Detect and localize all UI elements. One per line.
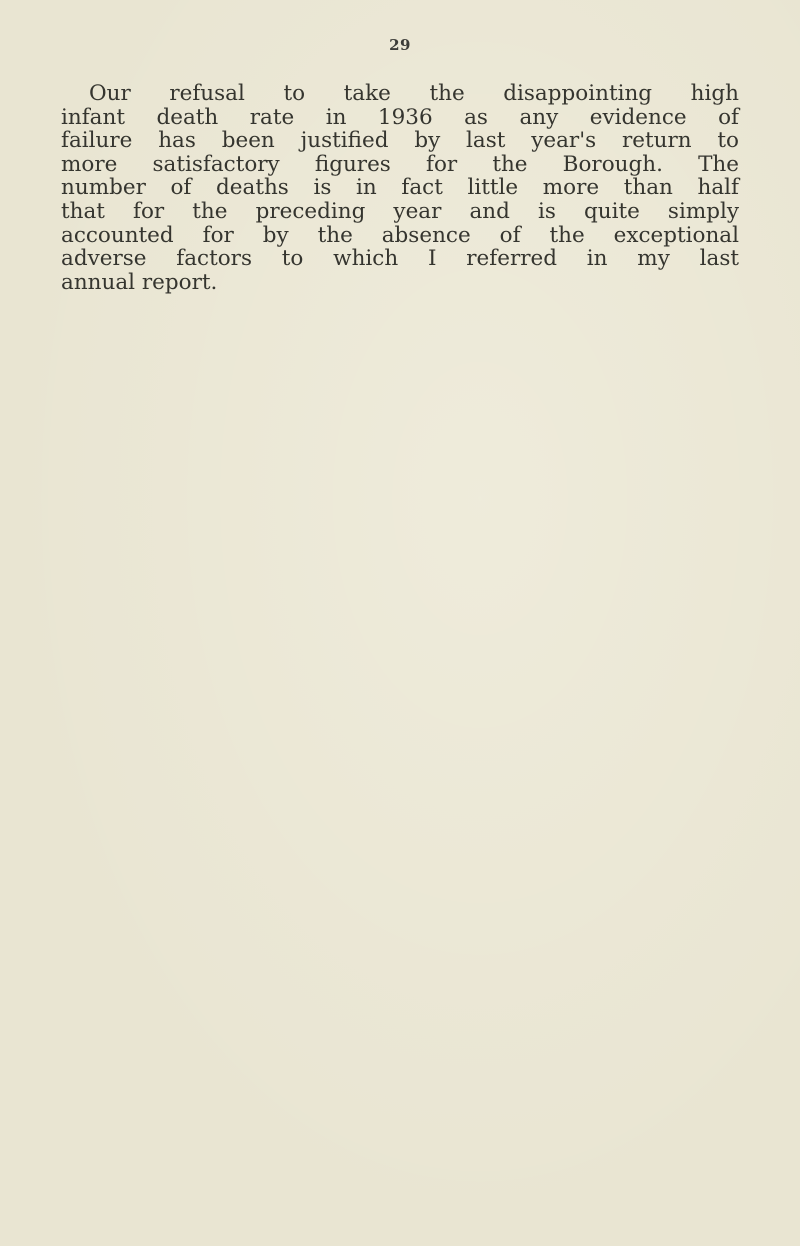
page-number: 29 bbox=[389, 36, 411, 54]
body-paragraph bbox=[61, 82, 739, 294]
paragraph-line: annual report. bbox=[61, 269, 218, 295]
paragraph-line: Our refusal to take the disappointing high bbox=[89, 81, 739, 106]
paragraph-line: more satisfactory figures for the Borough. The bbox=[61, 151, 739, 177]
paragraph-line: infant death rate in 1936 as any evidence of bbox=[61, 104, 739, 130]
paragraph-line: number of deaths is in fact little more than half bbox=[61, 175, 739, 201]
paragraph-line: that for the preceding year and is quite simply bbox=[61, 198, 739, 224]
paragraph-line: adverse factors to which I referred in my last bbox=[61, 246, 739, 272]
paragraph-line: failure has been justified by last year's return to bbox=[61, 128, 739, 154]
paragraph-line: accounted for by the absence of the exceptional bbox=[61, 222, 739, 248]
